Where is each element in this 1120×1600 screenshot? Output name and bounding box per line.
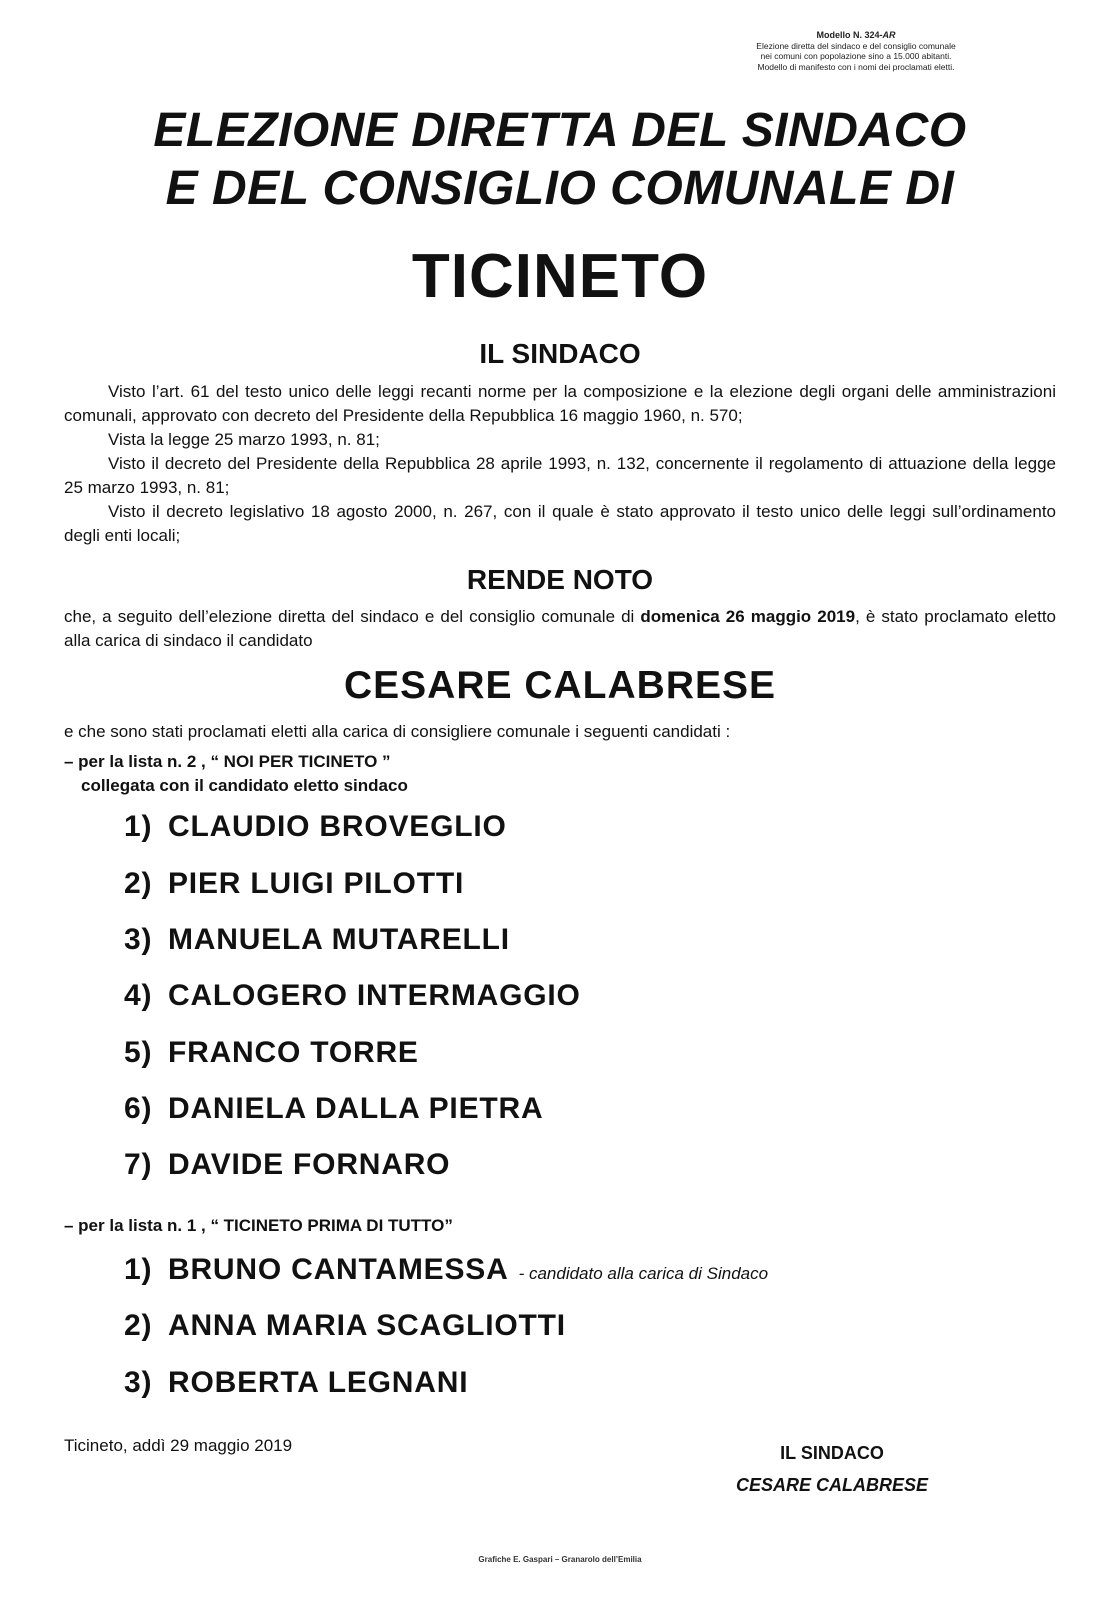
model-code: [736, 30, 976, 41]
candidate-row: [124, 866, 464, 902]
place-and-date: Ticineto, addì 29 maggio 2019: [64, 1436, 293, 1455]
model-description-line: Elezione diretta del sindaco e del consiglio comunale: [756, 40, 956, 51]
printer-credit: Grafiche E. Gaspari – Granarolo dell’Emilia: [478, 1555, 642, 1564]
signature-name: CESARE CALABRESE: [735, 1475, 929, 1495]
candidate-name: DANIELA DALLA PIETRA: [168, 1092, 544, 1125]
model-description-line: Modello di manifesto con i nomi dei proclamati eletti.: [757, 61, 955, 72]
candidate-number: 2): [124, 1309, 153, 1342]
preamble-paragraph: Vista la legge 25 marzo 1993, n. 81;: [108, 430, 380, 449]
elected-mayor-name: CESARE CALABRESE: [343, 664, 777, 707]
candidate-name: BRUNO CANTAMESSA: [168, 1253, 509, 1286]
preamble-paragraph: Visto l’art. 61 del testo unico delle leggi recanti norme per la composizione e la elezione degli organi delle amministrazioni comunali, approvato con decreto del Presidente della Repubblica 16 maggio 1960, n. 570;: [64, 382, 1056, 425]
candidate-number: 3): [124, 923, 153, 956]
candidate-row: [124, 1035, 419, 1071]
list-heading: [64, 1214, 453, 1238]
candidate-note: - candidato alla carica di Sindaco: [518, 1264, 769, 1283]
candidate-name: DAVIDE FORNARO: [168, 1148, 451, 1181]
candidate-name: CLAUDIO BROVEGLIO: [168, 810, 507, 843]
preamble-paragraph: Visto il decreto legislativo 18 agosto 2000, n. 267, con il quale è stato approvato il testo unico delle leggi sull’ordinamento degli enti locali;: [64, 502, 1056, 545]
candidate-name: FRANCO TORRE: [168, 1036, 419, 1069]
candidate-row: [124, 809, 507, 845]
list-subheading: collegata con il candidato eletto sindaco: [81, 776, 408, 795]
list-heading: [64, 750, 408, 798]
notice-text-before: che, a seguito dell’elezione diretta del sindaco e del consiglio comunale di: [64, 607, 641, 626]
candidate-number: 1): [124, 810, 153, 843]
signature-role: IL SINDACO: [780, 1443, 884, 1463]
title-line-1: ELEZIONE DIRETTA DEL SINDACO: [153, 104, 967, 157]
candidate-number: 5): [124, 1036, 153, 1069]
list-heading-text: – per la lista n. 1 , “ TICINETO PRIMA DI TUTTO”: [64, 1216, 453, 1235]
model-reference: [736, 30, 976, 72]
document-title: [0, 102, 1120, 218]
signature-block: [712, 1437, 952, 1501]
candidate-row: [124, 922, 510, 958]
notice-text-after: , è stato proclamato eletto alla carica di sindaco il candidato: [64, 607, 1057, 650]
candidate-row: [124, 1252, 768, 1292]
candidate-number: 6): [124, 1092, 153, 1125]
model-description-line: nei comuni con popolazione sino a 15.000 abitanti.: [760, 51, 952, 61]
election-notice: [64, 605, 1056, 653]
model-code-text: Modello N. 324-: [816, 30, 883, 40]
candidate-number: 3): [124, 1366, 153, 1399]
legal-preamble: [64, 380, 1056, 548]
election-date: domenica 26 maggio 2019: [640, 607, 856, 626]
candidate-row: [124, 1365, 468, 1401]
town-name: TICINETO: [411, 242, 709, 311]
councillors-intro: e che sono stati proclamati eletti alla carica di consigliere comunale i seguenti candidati :: [64, 722, 731, 741]
candidate-row: [124, 1091, 543, 1127]
candidate-row: [124, 978, 581, 1014]
candidate-name: ANNA MARIA SCAGLIOTTI: [168, 1309, 566, 1342]
candidate-name: ROBERTA LEGNANI: [168, 1366, 469, 1399]
authority-heading: IL SINDACO: [479, 338, 641, 369]
candidate-number: 7): [124, 1148, 153, 1181]
model-code-suffix: AR: [882, 30, 896, 40]
candidate-row: [124, 1308, 566, 1344]
candidate-name: MANUELA MUTARELLI: [168, 923, 510, 956]
candidate-name: CALOGERO INTERMAGGIO: [168, 979, 581, 1012]
candidate-number: 4): [124, 979, 153, 1012]
candidate-number: 2): [124, 867, 153, 900]
list-heading-text: – per la lista n. 2 , “ NOI PER TICINETO ”: [64, 752, 391, 771]
title-line-2: E DEL CONSIGLIO COMUNALE DI: [165, 162, 955, 215]
preamble-paragraph: Visto il decreto del Presidente della Repubblica 28 aprile 1993, n. 132, concernente il regolamento di attuazione della legge 25 marzo 1993, n. 81;: [64, 454, 1056, 497]
rende-noto-heading: RENDE NOTO: [466, 564, 654, 595]
candidate-row: [124, 1147, 450, 1183]
candidate-number: 1): [124, 1253, 153, 1286]
candidate-name: PIER LUIGI PILOTTI: [168, 867, 465, 900]
